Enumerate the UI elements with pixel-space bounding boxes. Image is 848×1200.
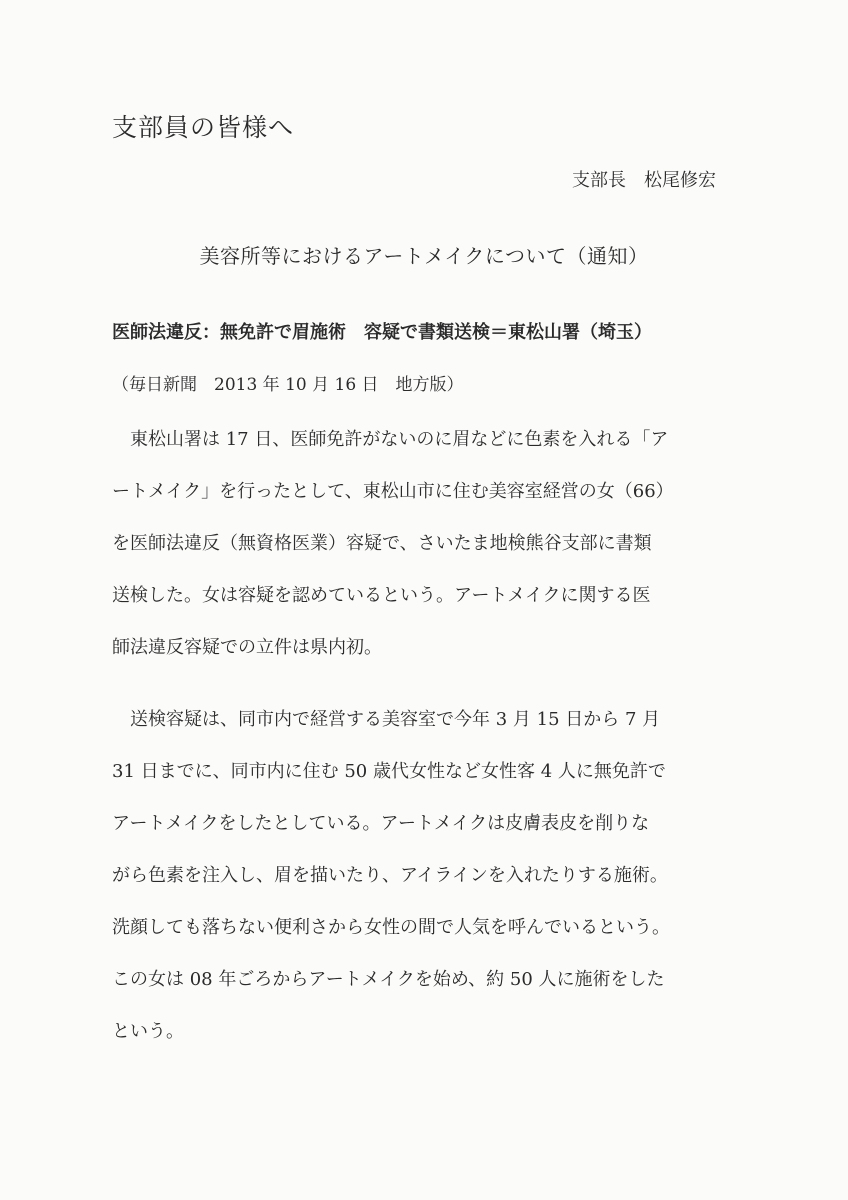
- paragraph-line: アートメイクをしたとしている。アートメイクは皮膚表皮を削りな: [112, 813, 650, 834]
- paragraph-line: 31 日までに、同市内に住む 50 歳代女性など女性客 4 人に無免許で: [112, 761, 666, 782]
- paragraph-line: 送検容疑は、同市内で経営する美容室で今年 3 月 15 日から 7 月: [130, 709, 661, 730]
- news-headline: 医師法違反：無免許で眉施術 容疑で書類送検＝東松山署（埼玉）: [112, 322, 652, 343]
- paragraph-line: 洗顔しても落ちない便利さから女性の間で人気を呼んでいるという。: [112, 917, 670, 938]
- paragraph-1: [112, 414, 732, 674]
- paragraph-line: がら色素を注入し、眉を描いたり、アイラインを入れたりする施術。: [112, 865, 668, 886]
- paragraph-line: を医師法違反（無資格医業）容疑で、さいたま地検熊谷支部に書類: [112, 533, 652, 554]
- paragraph-line: 送検した。女は容疑を認めているという。アートメイクに関する医: [112, 585, 651, 606]
- sender-line: 支部長 松尾修宏: [572, 170, 716, 191]
- news-source: （毎日新聞 2013 年 10 月 16 日 地方版）: [112, 375, 464, 395]
- greeting-heading: 支部員の皆様へ: [112, 113, 295, 142]
- paragraph-line: という。: [112, 1021, 184, 1042]
- paragraph-line: 東松山署は 17 日、医師免許がないのに眉などに色素を入れる「ア: [130, 429, 669, 450]
- paragraph-2: [112, 694, 732, 1058]
- paragraph-line: ートメイク」を行ったとして、東松山市に住む美容室経営の女（66）: [112, 481, 674, 502]
- paragraph-line: 師法違反容疑での立件は県内初。: [112, 637, 382, 658]
- notice-title: 美容所等におけるアートメイクについて（通知）: [199, 244, 649, 268]
- paragraph-line: この女は 08 年ごろからアートメイクを始め、約 50 人に施術をした: [112, 969, 665, 990]
